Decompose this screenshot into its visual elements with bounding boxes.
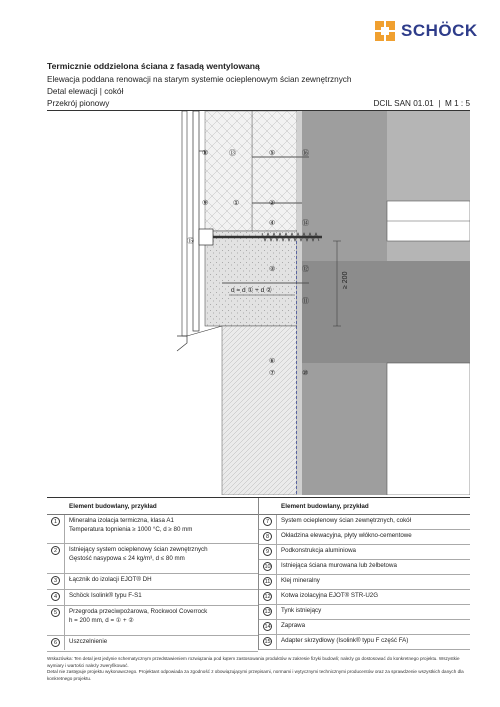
legend-row (259, 590, 470, 605)
legend-row (259, 560, 470, 575)
legend-text: System ocieplenowy ścian zewnętrznych, cokół (281, 517, 411, 524)
page-subtitle: Elewacja poddana renowacji na starym systemie ocieplenowym ścian zewnętrznych (47, 75, 352, 84)
callout-8: ⑧ (202, 150, 209, 157)
legend-text: Adapter skrzydłowy (Isolink® typu F część FA) (281, 637, 409, 644)
legend-number: 4 (51, 592, 60, 601)
legend-text: Klej mineralny (281, 577, 320, 584)
legend-number: 2 (51, 546, 60, 555)
legend-text: Podkonstrukcja aluminiowa (281, 547, 356, 554)
facade-cladding (182, 111, 187, 336)
legend-number: 8 (263, 532, 272, 541)
legend-row (259, 515, 470, 530)
legend-number: 6 (51, 638, 60, 647)
callout-13: ⑬ (229, 150, 236, 157)
new-mineral-insulation (205, 111, 252, 231)
legend-table (47, 497, 470, 652)
footnote-paragraph: Detal nie zastępuje projektu wykonawczego. Projektant odpowiada za zgodność z obowiązującymi przepisami, normami i wytycznymi technicznymi producentów oraz za sprawdzenie wszystkich danych dla konkretnego projektu. (47, 669, 464, 681)
document-reference (374, 98, 471, 109)
legend-text: Istniejący system ocieplenowy ścian zewnętrznych (69, 546, 208, 553)
disclaimer-footnote (47, 656, 470, 682)
legend-number: 5 (51, 608, 60, 617)
dim-label-d: d = d ① + d ② (231, 287, 272, 294)
brand-name: SCHÖCK (401, 21, 478, 40)
legend-text: Przegroda przeciwpożarowa, Rockwool Coverrock (69, 608, 208, 615)
schoeck-logo (374, 20, 478, 42)
legend-text: Łącznik do izolacji EJOT® DH (69, 576, 152, 583)
legend-number: 14 (264, 624, 271, 630)
interior-room (387, 363, 470, 495)
floor-slab (302, 261, 470, 363)
drip-profile (177, 336, 187, 351)
legend-text: Schöck Isolink® typu F-S1 (69, 592, 142, 599)
callout-14: ⑭ (302, 220, 309, 227)
callout-9: ⑨ (202, 200, 209, 207)
legend-text: Gęstość nasypowa ≤ 24 kg/m³, d ≤ 80 mm (69, 554, 185, 562)
drawing-scale: M 1 : 5 (444, 99, 470, 108)
page-title: Termicznie oddzielona ściana z fasadą wentylowaną (47, 61, 260, 71)
legend-row (47, 636, 258, 652)
callout-10: ⑩ (302, 370, 309, 377)
legend-number: 12 (264, 594, 271, 600)
legend-number: 3 (51, 576, 60, 585)
callout-6: ⑥ (269, 358, 276, 365)
legend-text: Uszczelnienie (69, 638, 108, 645)
legend-left-header: Element budowlany, przykład (47, 498, 258, 515)
legend-row (259, 605, 470, 620)
legend-text: Zaprawa (281, 622, 306, 629)
legend-number: 1 (51, 517, 60, 526)
legend-number: 10 (264, 564, 271, 570)
legend-row (47, 574, 258, 590)
legend-text: Okładzina elewacyjna, płyty włókno-cementowe (281, 532, 412, 539)
document-code: DCIL SAN 01.01 (373, 99, 434, 108)
footnote-paragraph: Wskazówka: Ten detal jest jedynie schematycznym przedstawieniem rozwiązania pod kątem zastosowania produktów w zakresie fizyki budowli; należy go dostosować do konkretnego projektu. Wszystkie wymiary i wartości należy zweryfikować. (47, 656, 460, 668)
legend-row (47, 544, 258, 574)
plinth-insulation (222, 326, 297, 495)
callout-5-top: ⑤ (269, 150, 276, 157)
legend-number: 15 (264, 639, 271, 645)
legend-number: 7 (263, 517, 272, 526)
legend-number: 9 (263, 547, 272, 556)
legend-row (47, 590, 258, 606)
legend-row (259, 575, 470, 590)
legend-right-header: Element budowlany, przykład (259, 498, 470, 515)
callout-11: ⑪ (302, 298, 309, 305)
legend-text: Temperatura topnienia ≥ 1000 °C, d ≥ 80 mm (69, 525, 193, 533)
legend-row (47, 606, 258, 636)
legend-text: Tynk istniejący (281, 607, 322, 614)
section-label: Przekrój pionowy (47, 99, 110, 108)
legend-row (259, 620, 470, 635)
aluminium-rail (193, 111, 199, 331)
callout-16: ⑯ (302, 150, 309, 157)
section-drawing (47, 111, 470, 495)
callout-12: ⑫ (302, 266, 309, 273)
callout-4: ④ (269, 220, 276, 227)
dim-label-200: ≥ 200 (342, 271, 349, 289)
callout-2: ② (269, 200, 276, 207)
legend-text: Mineralna izolacja termiczna, klasa A1 (69, 517, 174, 524)
callout-7: ⑦ (269, 370, 276, 377)
legend-row (47, 515, 258, 544)
legend-left-column (47, 498, 258, 652)
existing-insulation (252, 111, 297, 231)
legend-number: 13 (264, 609, 271, 615)
legend-right-column (259, 498, 470, 650)
detail-label: Detal elewacji | cokół (47, 87, 124, 96)
legend-text: h = 200 mm, d = ① + ② (69, 616, 134, 624)
wing-adapter (199, 229, 213, 245)
plinth-edge (187, 326, 222, 336)
fire-barrier (205, 231, 297, 326)
callout-1: ① (233, 200, 240, 207)
legend-row (259, 635, 470, 650)
callout-3: ③ (269, 266, 276, 273)
logo-mark-icon (374, 20, 396, 42)
legend-text: Istniejąca ściana murowana lub żelbetowa (281, 562, 397, 569)
legend-number: 11 (264, 579, 271, 585)
legend-text: Kotwa izolacyjna EJOT® STR-U2G (281, 592, 379, 599)
legend-row (259, 530, 470, 545)
callout-15: ⑮ (187, 238, 194, 245)
separator: | (436, 99, 445, 108)
legend-row (259, 545, 470, 560)
